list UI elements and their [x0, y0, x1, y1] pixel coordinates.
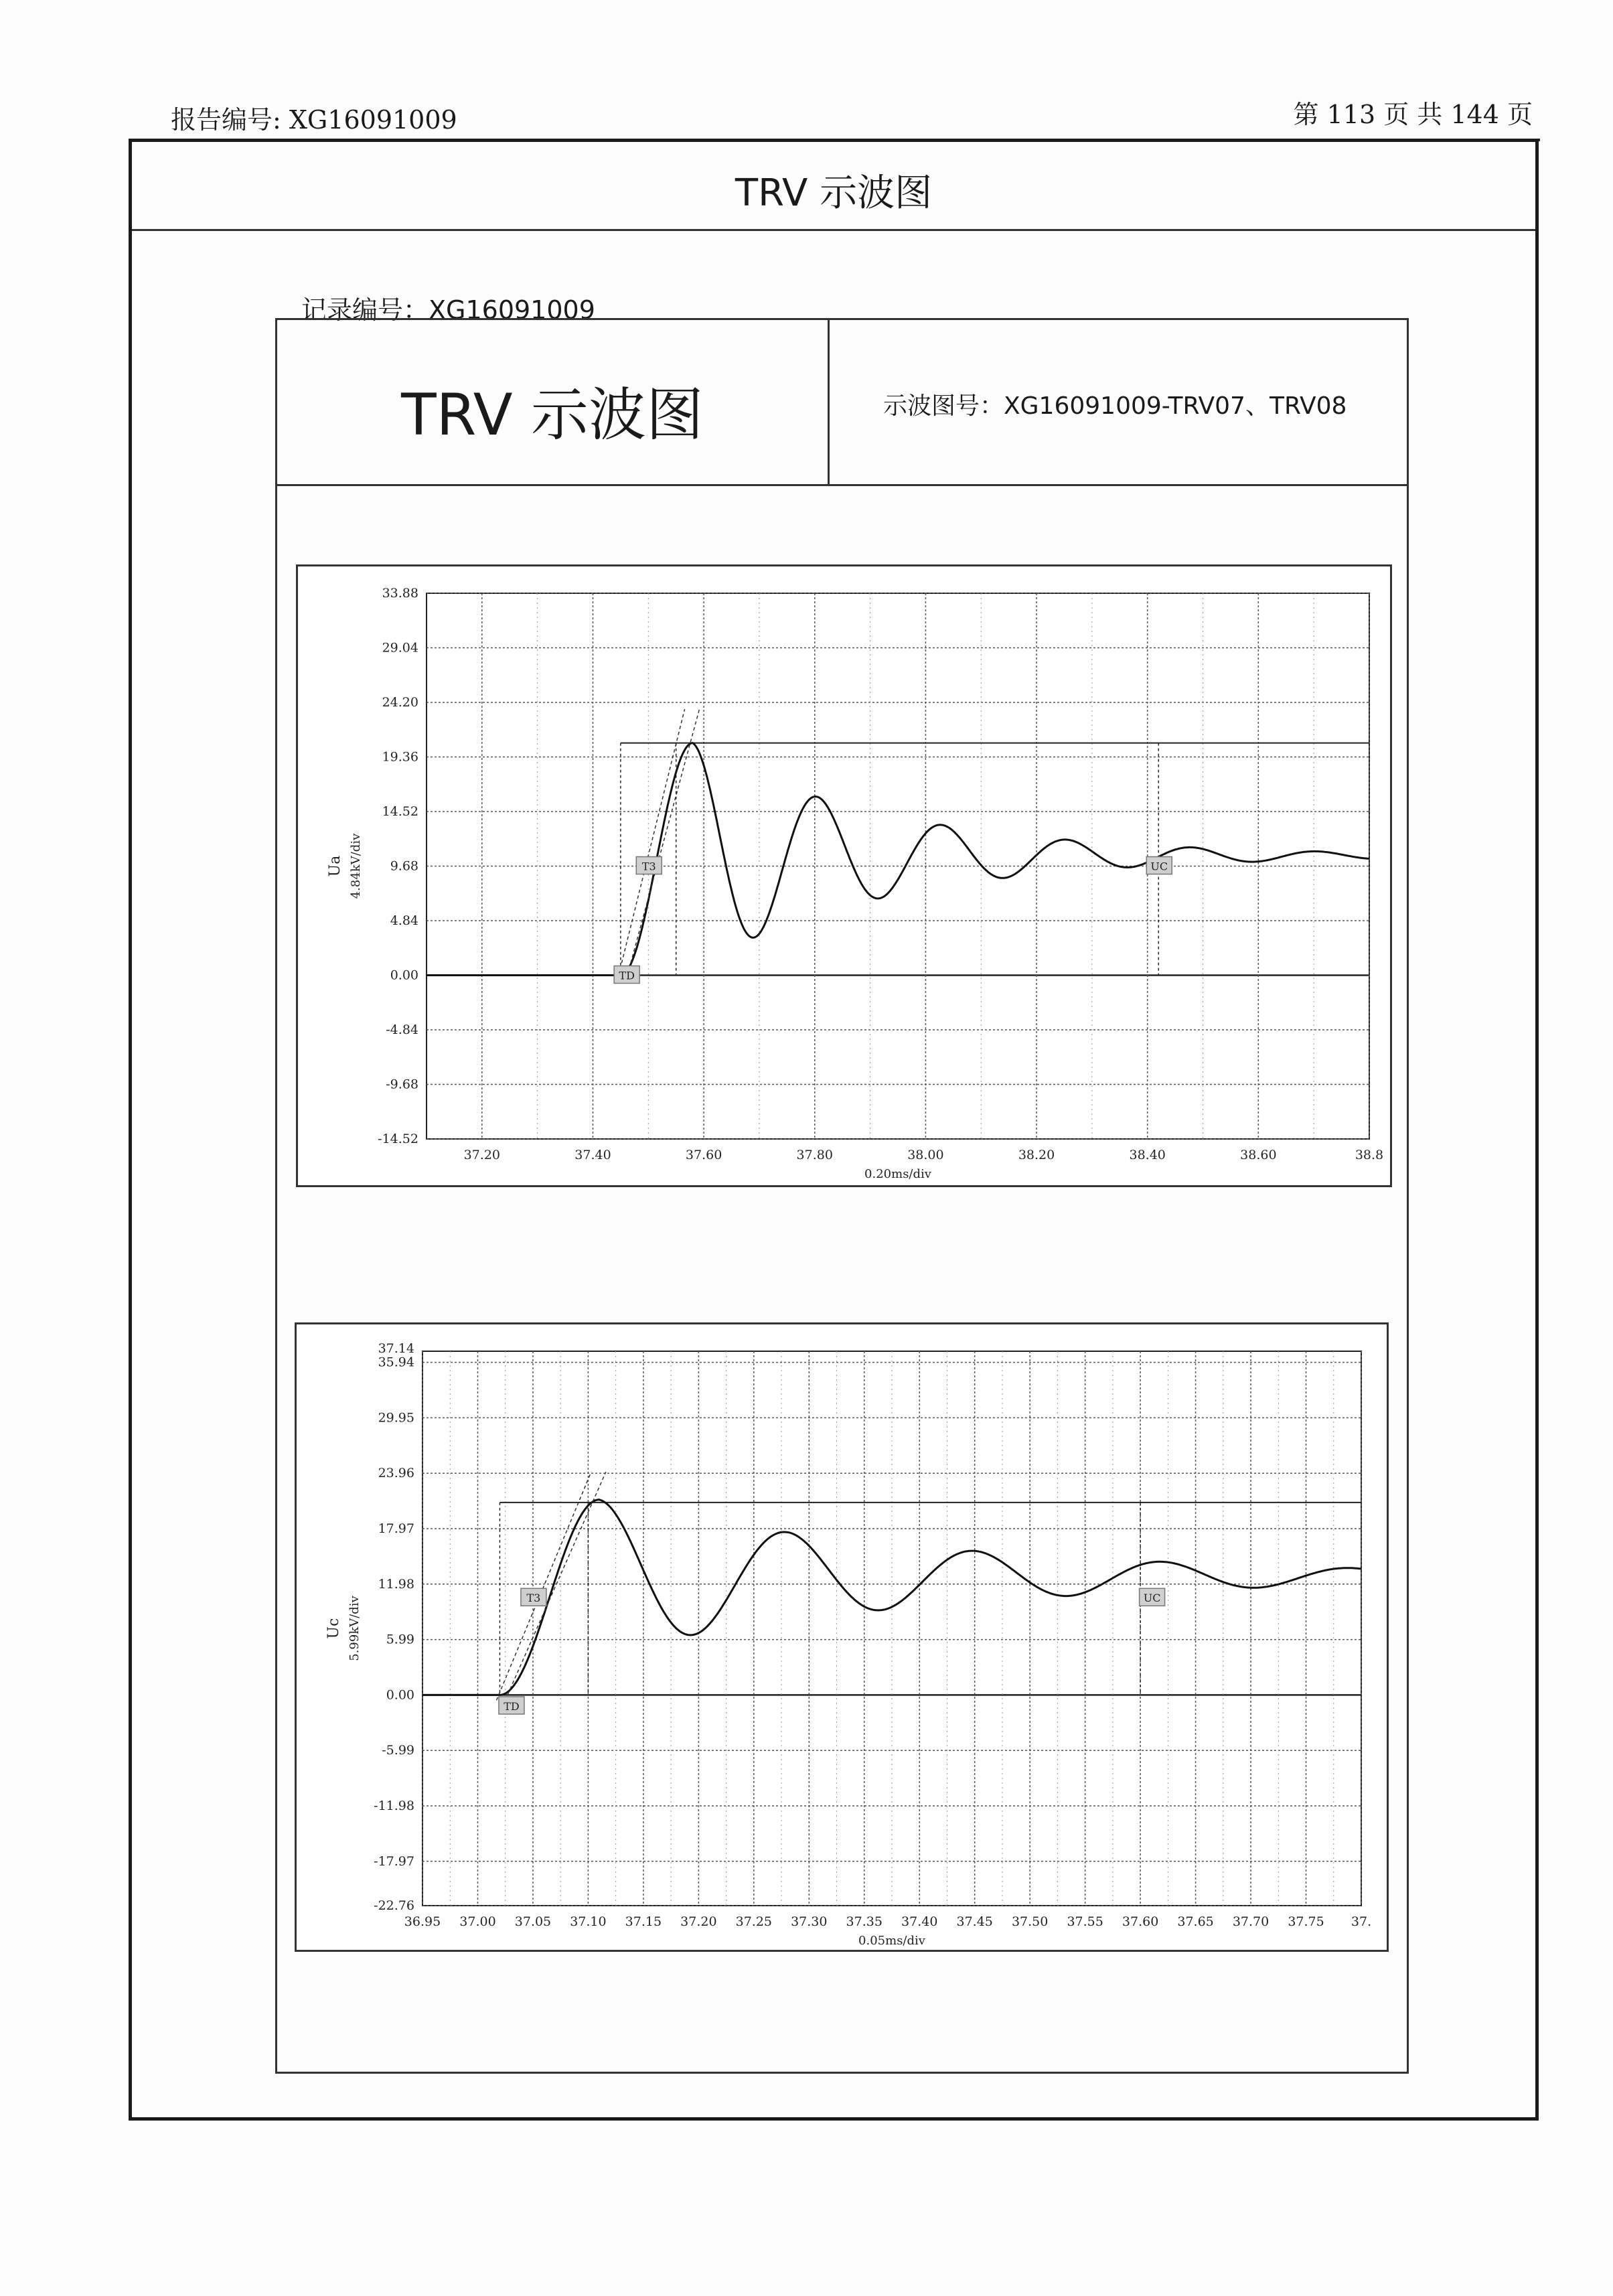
x-tick-label: 37.05 [514, 1914, 552, 1929]
waveform-number-label: 示波图号：XG16091009-TRV07、TRV08 [883, 392, 1347, 420]
x-tick-label: 37.60 [685, 1148, 722, 1162]
chart-ua [298, 566, 1390, 1185]
x-tick-label: 37.60 [1122, 1914, 1159, 1929]
title-band [132, 142, 1535, 231]
chart-uc-frame [295, 1322, 1389, 1952]
x-tick-label: 38.60 [1240, 1148, 1277, 1162]
x-tick-label: 37.80 [796, 1148, 833, 1162]
x-tick-label: 37.40 [574, 1148, 611, 1162]
x-tick-label: 37.70 [1232, 1914, 1270, 1929]
y-tick-label: -22.76 [374, 1898, 414, 1913]
y-tick-label: 33.88 [382, 586, 418, 601]
x-tick-label: 37.20 [463, 1148, 501, 1162]
x-tick-label: 37.50 [1011, 1914, 1049, 1929]
marker-label: TD [619, 969, 635, 982]
x-tick-label: 37.75 [1288, 1914, 1324, 1929]
x-axis-title: 0.05ms/div [858, 1934, 925, 1948]
x-tick-label: 37.55 [1067, 1914, 1103, 1929]
marker-label: TD [504, 1699, 520, 1713]
y-tick-label: 29.04 [382, 640, 418, 656]
chart-ua-frame [296, 564, 1392, 1187]
y-top-label: 37.14 [378, 1341, 414, 1356]
x-tick-label: 37.15 [625, 1914, 662, 1929]
x-tick-label: 38.40 [1129, 1148, 1166, 1162]
x-tick-label: 36.95 [404, 1914, 441, 1929]
y-tick-label: -5.99 [382, 1743, 414, 1758]
table-title: TRV 示波图 [401, 382, 704, 449]
marker-label: UC [1150, 860, 1168, 873]
x-tick-label: 37. [1351, 1914, 1372, 1929]
x-tick-label: 37.25 [735, 1914, 773, 1929]
y-tick-label: 23.96 [378, 1466, 414, 1481]
y-axis-title: Ua [327, 855, 343, 877]
x-tick-label: 37.30 [791, 1914, 828, 1929]
y-tick-label: -9.68 [386, 1077, 418, 1092]
x-tick-label: 37.35 [846, 1914, 882, 1929]
x-tick-label: 37.20 [680, 1914, 717, 1929]
table-title-cell [277, 320, 830, 484]
x-tick-label: 37.65 [1177, 1914, 1214, 1929]
marker-label: T3 [641, 860, 656, 873]
x-tick-label: 37.45 [956, 1914, 993, 1929]
y-tick-label: -14.52 [378, 1132, 418, 1146]
record-number: 记录编号：XG16091009 [301, 295, 595, 325]
table-header-row [277, 320, 1407, 486]
y-axis-title: Uc [325, 1618, 342, 1639]
marker-label: T3 [526, 1592, 541, 1605]
y-tick-label: 17.97 [378, 1521, 414, 1536]
y-tick-label: -17.97 [374, 1853, 414, 1869]
y-axis-unit: 5.99kV/div [348, 1596, 362, 1661]
marker-label: UC [1143, 1592, 1161, 1605]
x-tick-label: 38.8 [1355, 1148, 1384, 1162]
x-tick-label: 37.10 [570, 1914, 607, 1929]
page-info: 第 113 页 共 144 页 [1293, 100, 1533, 129]
x-tick-label: 38.00 [907, 1148, 944, 1162]
y-tick-label: -11.98 [374, 1798, 414, 1813]
report-number: 报告编号: XG16091009 [171, 105, 457, 135]
x-tick-label: 37.40 [901, 1914, 938, 1929]
y-tick-label: 35.94 [378, 1355, 414, 1370]
y-tick-label: 24.20 [382, 695, 418, 710]
table-label-cell [830, 320, 1407, 484]
y-tick-label: 4.84 [390, 913, 418, 928]
x-tick-label: 37.00 [459, 1914, 496, 1929]
y-tick-label: 0.00 [386, 1687, 414, 1703]
y-tick-label: 5.99 [386, 1632, 414, 1647]
y-axis-unit: 4.84kV/div [349, 833, 363, 899]
y-tick-label: 0.00 [390, 968, 418, 983]
y-tick-label: 11.98 [378, 1576, 414, 1592]
y-tick-label: 29.95 [378, 1410, 414, 1426]
y-tick-label: 9.68 [390, 858, 418, 874]
y-tick-label: -4.84 [386, 1022, 418, 1037]
y-tick-label: 19.36 [382, 749, 418, 765]
x-axis-title: 0.20ms/div [864, 1167, 931, 1181]
y-tick-label: 14.52 [382, 804, 418, 819]
chart-uc [297, 1324, 1387, 1950]
x-tick-label: 38.20 [1018, 1148, 1055, 1162]
page-title: TRV 示波图 [735, 171, 933, 215]
